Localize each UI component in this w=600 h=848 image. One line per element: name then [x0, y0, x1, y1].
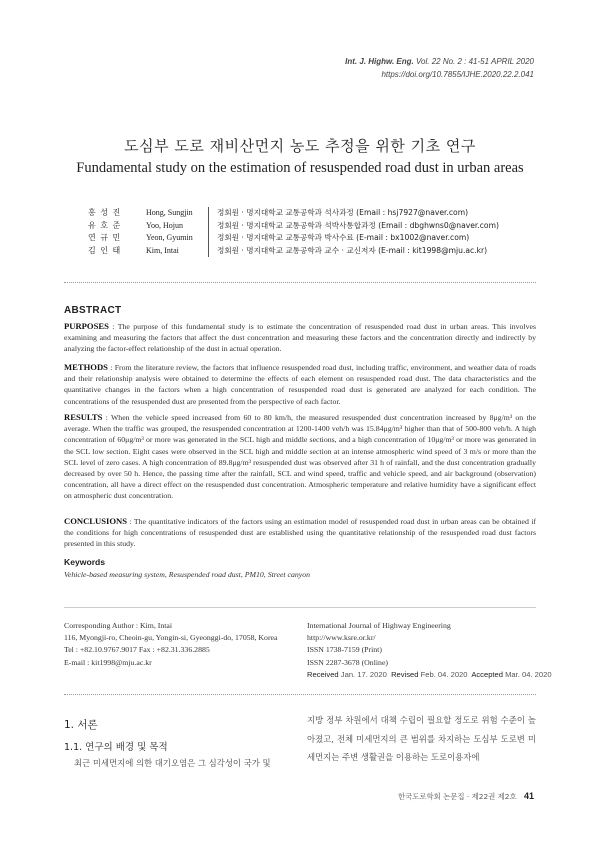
- body-text-column-1: 최근 미세먼지에 의한 대기오염은 그 심각성이 국가 및: [74, 758, 271, 768]
- author-name-ko: 연 규 민: [88, 233, 122, 243]
- author-name-ko: 홍 성 진: [88, 208, 122, 217]
- author-row: [88, 207, 499, 220]
- author-affiliation: 정회원 · 명지대학교 교통공학과 석박사통합과정 (Email : dbghwns0@naver.com): [217, 220, 499, 230]
- journal-info-block: [307, 620, 552, 681]
- methods-text: : From the literature review, the factors that influence resuspended road dust, including traffic, environment, and weather data of roads and their relationship analysis were obtained to determine the effects of each element on resuspended road dust. The data characteristics and the quantitative changes in the factors when a high concentration of resuspended road dust is generated are analyzed for each condition. The concentrations of the resuspended dust are presented from the perspective of each factor.: [64, 363, 536, 406]
- page-number: 41: [523, 791, 534, 801]
- divider: [208, 207, 209, 220]
- methods-label: METHODS: [64, 362, 108, 372]
- author-name-en: Yoo, Hojun: [146, 220, 183, 230]
- author-name-en: Yeon, Gyumin: [146, 233, 193, 243]
- journal-url[interactable]: http://www.ksre.or.kr/: [307, 633, 376, 643]
- author-affiliation: 정회원 · 명지대학교 교통공학과 석사과정 (Email : hsj7927@naver.com): [217, 208, 469, 217]
- revised-label: Revised: [391, 669, 419, 679]
- abstract-results: [64, 412, 536, 502]
- journal-volume: Vol. 22 No. 2 : 41-51 APRIL 2020: [415, 57, 534, 66]
- issn-print: ISSN 1738-7159 (Print): [307, 645, 382, 655]
- author-row: [88, 220, 499, 233]
- body-text-column-2: 지방 정부 차원에서 대책 수립이 필요할 정도로 위험 수준이 높아졌고, 전체 미세먼지의 큰 범위를 차지하는 도심부 도로변 미세먼지는 주변 생활권을 이용하는 도로이용자에: [307, 715, 536, 762]
- author-email: E-mail : kit1998@mju.ac.kr: [64, 657, 152, 667]
- abstract-conclusions: [64, 516, 536, 550]
- keywords-text: Vehicle-based measuring system, Resuspended road dust, PM10, Street canyon: [64, 570, 311, 579]
- correspondence-block: [64, 620, 277, 669]
- conclusions-text: : The quantitative indicators of the factors using an estimation model of resuspended road dust in urban areas can be obtained if the conditions for high concentrations of resuspended dust are established using the quantitative relationship of the resuspended road dust factors presented in this study.: [64, 517, 536, 549]
- abstract-purposes: [64, 321, 536, 355]
- divider: [208, 220, 209, 233]
- author-row: [88, 245, 499, 258]
- journal-header: [345, 55, 534, 81]
- divider: [208, 245, 209, 258]
- abstract-heading: ABSTRACT: [64, 305, 122, 316]
- author-name-en: Hong, Sungjin: [146, 208, 193, 217]
- title-english: Fundamental study on the estimation of resuspended road dust in urban areas: [76, 160, 524, 176]
- doi-link[interactable]: https://doi.org/10.7855/IJHE.2020.22.2.041: [381, 70, 534, 79]
- subsection-heading: 1.1. 연구의 배경 및 목적: [64, 742, 168, 753]
- abstract-methods: [64, 362, 536, 407]
- author-name-ko: 김 인 태: [88, 245, 122, 255]
- article-dates: [307, 669, 552, 681]
- accepted-label: Accepted: [471, 669, 503, 679]
- author-affiliation: 정회원 · 명지대학교 교통공학과 교수 · 교신저자 (E-mail : kit1998@mju.ac.kr): [217, 245, 488, 255]
- author-row: [88, 232, 499, 245]
- issn-online: ISSN 2287-3678 (Online): [307, 657, 388, 667]
- purposes-label: PURPOSES: [64, 321, 109, 331]
- received-date: Jan. 17. 2020: [340, 669, 387, 679]
- dotted-divider: [64, 282, 536, 283]
- author-name-ko: 유 호 준: [88, 220, 122, 230]
- journal-abbrev: Int. J. Highw. Eng.: [345, 57, 414, 66]
- journal-name: International Journal of Highway Engineering: [307, 621, 451, 630]
- revised-date: Feb. 04. 2020: [420, 669, 468, 679]
- author-affiliation: 정회원 · 명지대학교 교통공학과 박사수료 (E-mail : bx1002@naver.com): [217, 233, 470, 243]
- results-text: : When the vehicle speed increased from 60 to 80 km/h, the measured resuspended dust concentration increased by 8μg/m³ on the average. When the traffic was grouped, the resuspended concentration at 1200-1400 veh/h was 15.84μg/m³ higher than that of 500-800 veh/h. A high concentration of 60μg/m³ or more was generated in the SCL high and middle sections, and a high concentration of 10μg/m³ or more was generated in the SCL low section. Eight cases were observed in the SCL high and middle section at an intense atmospheric wind speed of 3 m/s or more than the SCL level of zero cases. A high concentration of 89.8μg/m³ resuspended dust was observed after 31 h of rainfall, and the dust concentration gradually decreased by over 50 h. Hence, the passing time after the rainfall, SCL and wind speed, traffic and vehicle speed, and air background (observation) concentration, all have a direct effect on the resuspended dust concentration. Atmospheric temperature and relative humidity have a significant effect on atmospheric dust concentration.: [64, 413, 536, 501]
- section-heading: 1. 서론: [64, 719, 98, 731]
- purposes-text: : The purpose of this fundamental study is to estimate the concentration of resuspended road dust in urban areas. This involves examining and measuring the factors that affect the dust concentration and measuring these factors and the concentration directly and indirectly by analyzing the factor-effect relationship of the dust in actual operation.: [64, 322, 536, 354]
- accepted-date: Mar. 04. 2020: [505, 669, 552, 679]
- author-phone-fax: Tel : +82.10.9767.9017 Fax : +82.31.336.2885: [64, 645, 210, 655]
- title-korean: 도심부 도로 재비산먼지 농도 추정을 위한 기초 연구: [124, 137, 476, 155]
- dotted-divider: [64, 694, 536, 695]
- footer-journal: 한국도로학회 논문집 · 제22권 제2호: [397, 792, 517, 801]
- author-address: 116, Myongji-ro, Cheoin-gu, Yongin-si, Gyeonggi-do, 17058, Korea: [64, 633, 278, 643]
- results-label: RESULTS: [64, 412, 103, 422]
- divider: [208, 232, 209, 245]
- keywords-heading: Keywords: [64, 557, 106, 567]
- author-list: [88, 207, 499, 257]
- section-divider: [64, 607, 536, 608]
- author-name-en: Kim, Intai: [146, 245, 179, 255]
- received-label: Received: [307, 669, 339, 679]
- page-footer: [398, 791, 534, 802]
- conclusions-label: CONCLUSIONS: [64, 516, 128, 526]
- corresponding-author: Corresponding Author : Kim, Intai: [64, 621, 173, 630]
